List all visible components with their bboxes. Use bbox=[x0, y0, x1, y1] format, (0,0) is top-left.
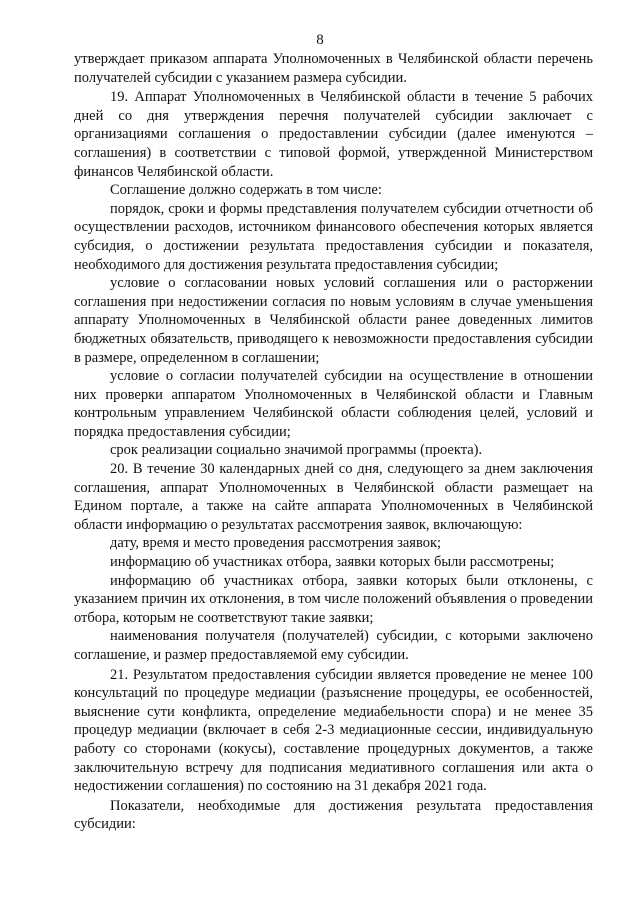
document-body bbox=[74, 50, 593, 834]
paragraph: информацию об участниках отбора, заявки которых были рассмотрены; bbox=[110, 554, 555, 571]
paragraph: наименования получателя (получателей) субсидии, с которыми заключено соглашение, и размер предоставляемой ему субсидии. bbox=[74, 628, 593, 663]
paragraph: Соглашение должно содержать в том числе: bbox=[110, 182, 382, 199]
paragraph: Показатели, необходимые для достижения результата предоставления субсидии: bbox=[74, 797, 593, 833]
paragraph: дату, время и место проведения рассмотрения заявок; bbox=[110, 535, 442, 552]
paragraph: условие о согласии получателей субсидии на осуществление в отношении них проверки аппаратом Уполномоченных в Челябинской области и Главным контрольным управлением Челябинской области соблюдения целей, условий и порядка предоставления субсидии; bbox=[74, 368, 593, 440]
page-number: 8 bbox=[316, 32, 324, 48]
paragraph: условие о согласовании новых условий соглашения или о расторжении соглашения при недостижении согласия по новым условиям в случае уменьшения аппарату Уполномоченных в Челябинской области ранее доведенных лимитов бюджетных обязательств, приводящего к невозможности предоставления субсидии в размере, определенном в соглашении; bbox=[74, 275, 593, 366]
paragraph: информацию об участниках отбора, заявки которых были отклонены, с указанием причин их отклонения, в том числе положений объявления о проведении отбора, которым не соответствуют такие заявки; bbox=[74, 572, 593, 626]
paragraph: 19. Аппарат Уполномоченных в Челябинской области в течение 5 рабочих дней со дня утверждения перечня получателей субсидии заключает с организациями соглашения о предоставлении субсидии (далее именуются – соглашения) в соответствии с типовой формой, утвержденной Министерством финансов Челябинской области. bbox=[74, 89, 593, 180]
paragraph: утверждает приказом аппарата Уполномоченных в Челябинской области перечень получателей субсидии с указанием размера субсидии. bbox=[74, 51, 593, 86]
paragraph: срок реализации социально значимой программы (проекта). bbox=[110, 442, 483, 459]
paragraph: 21. Результатом предоставления субсидии является проведение не менее 100 консультаций по процедуре медиации (разъяснение процедуры, ее особенностей, выяснение сути конфликта, определение медиабельности спора) и не менее 35 процедур медиации (включает в себя 2-3 медиационные сессии, индивидуальную работу со сторонами (кокусы), составление процедурных документов, а также заключительную встречу для подписания медиативного соглашения или акта о недостижении соглашения) по состоянию на 31 декабря 2021 года. bbox=[74, 666, 593, 795]
paragraph: 20. В течение 30 календарных дней со дня, следующего за днем заключения соглашения, аппарат Уполномоченных в Челябинской области размещает на Едином портале, а также на сайте аппарата Уполномоченных в Челябинской области информацию о результатах рассмотрения заявок, включающую: bbox=[74, 461, 593, 533]
paragraph: порядок, сроки и формы представления получателем субсидии отчетности об осуществлении расходов, источником финансового обеспечения которых является субсидия, о достижении результата предоставления субсидии и показателя, необходимого для достижения результата предоставления субсидии; bbox=[74, 200, 593, 273]
